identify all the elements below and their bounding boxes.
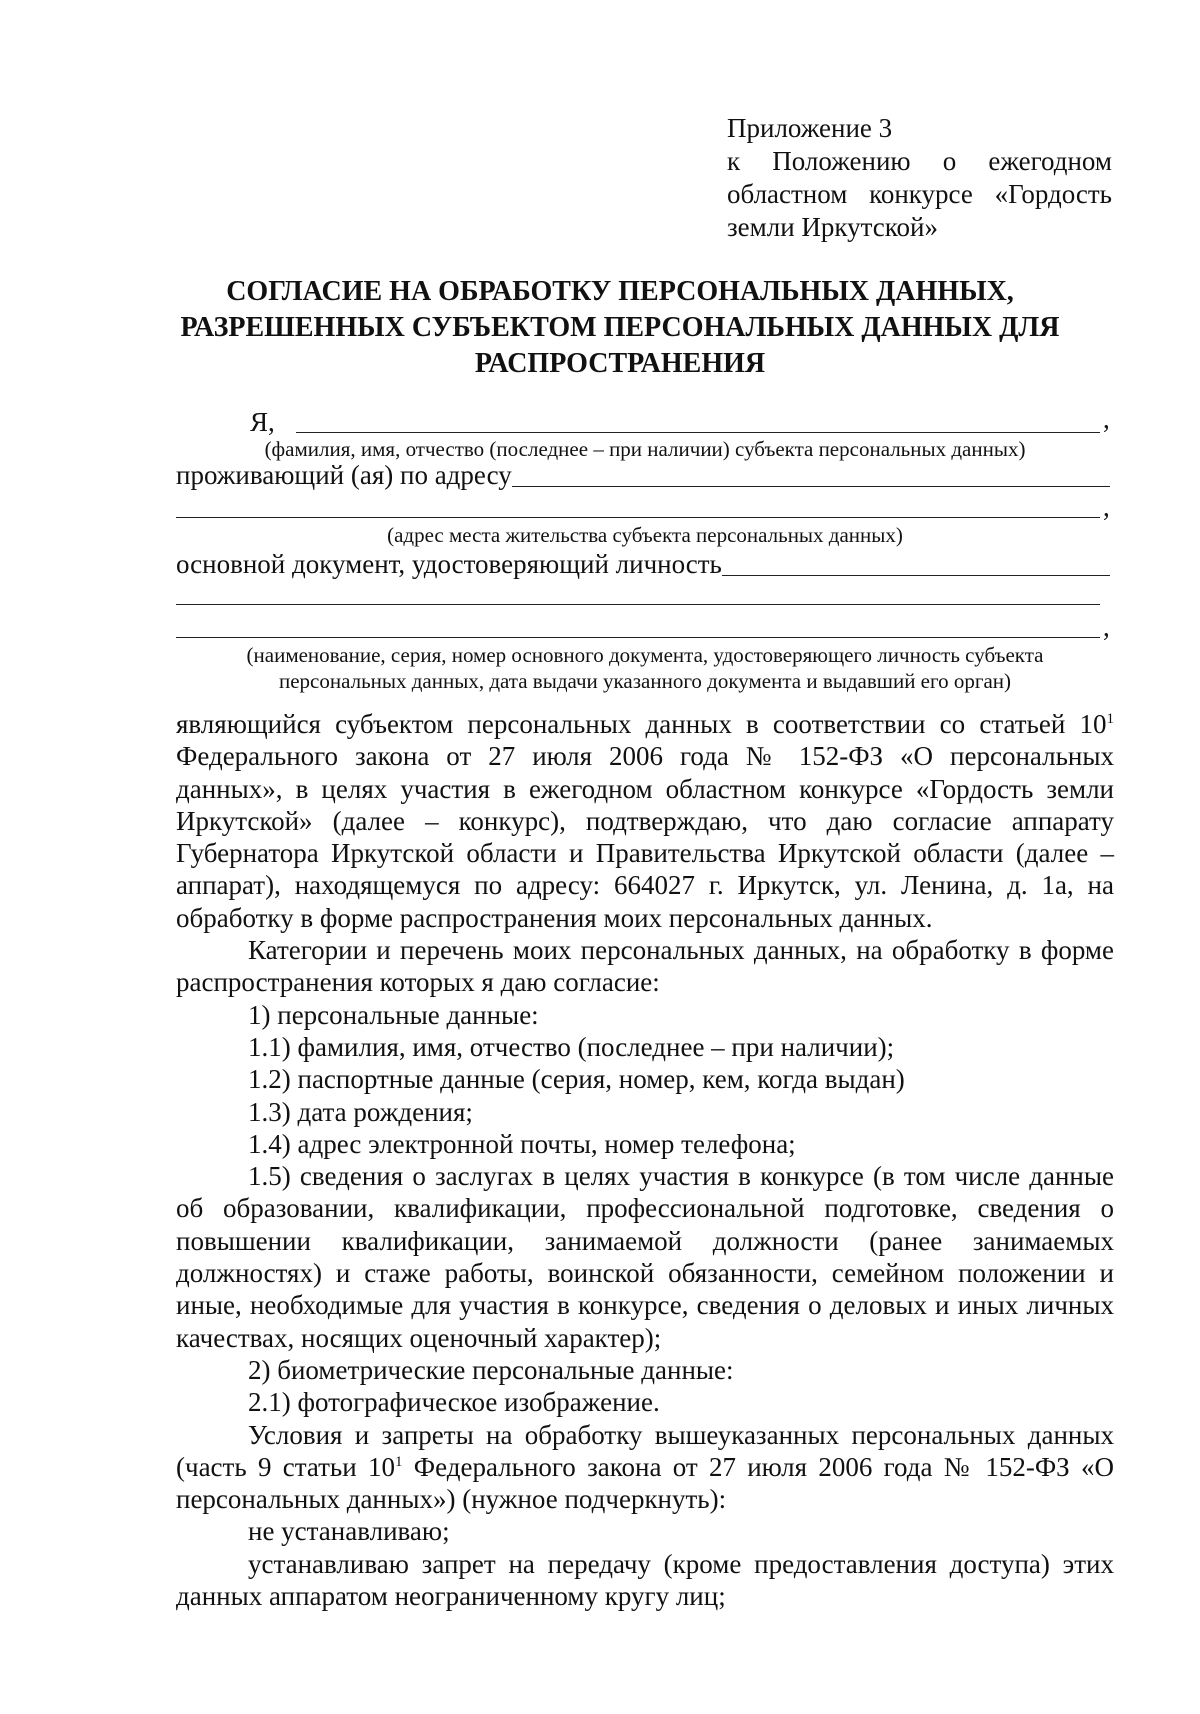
- consent-body: [176, 708, 1114, 1612]
- list-item: 1) персональные данные:: [248, 999, 539, 1030]
- document-title: [160, 274, 1080, 382]
- name-comma: ,: [1103, 404, 1110, 434]
- appendix-line-1: Приложение 3: [727, 113, 893, 143]
- conditions-paragraph: [176, 1419, 1114, 1516]
- list-item: 1.1) фамилия, имя, отчество (последнее – при наличии);: [248, 1031, 895, 1062]
- list-item: 1.2) паспортные данные (серия, номер, кем, когда выдан): [248, 1064, 905, 1095]
- document-field-line-2[interactable]: [176, 604, 1100, 605]
- title-line-3: РАСПРОСТРАНЕНИЯ: [474, 348, 766, 379]
- appendix-line-4: земли Иркутской»: [727, 212, 938, 242]
- intro-paragraph: [176, 708, 1114, 934]
- ya-label: Я,: [250, 407, 275, 437]
- option-no-restrictions[interactable]: не устанавливаю;: [248, 1516, 450, 1547]
- address-caption: (адрес места жительства субъекта персональных данных): [387, 523, 903, 547]
- categories-paragraph: Категории и перечень моих персональных данных, на обработку в форме распространения которых я даю согласие:: [176, 935, 1114, 998]
- document-caption-2: персональных данных, дата выдачи указанного документа и выдавший его орган): [278, 669, 1012, 693]
- document-caption-1: (наименование, серия, номер основного документа, удостоверяющего личность субъекта: [246, 643, 1044, 667]
- document-field-line-1[interactable]: [722, 575, 1110, 576]
- full-name-field-line[interactable]: [296, 432, 1100, 433]
- address-field-line-1[interactable]: [512, 486, 1110, 487]
- appendix-line-3: областном конкурсе «Гордость: [727, 179, 1112, 209]
- document-comma: ,: [1103, 612, 1110, 642]
- address-comma: ,: [1103, 492, 1110, 522]
- conditions-text-1: Условия и запреты на обработку вышеуказанных персональных данных (часть 9 статьи 10: [176, 1419, 1114, 1482]
- intro-text-2: Федерального закона от 27 июля 2006 года № 152-ФЗ «О персональных данных», в целях участия в ежегодном областном конкурсе «Гордость земли Иркутской» (далее – конкурс), подтверждаю, что даю согласие аппарату Губернатора Иркутской области и Правительства Иркутской области (далее – аппарат), находящемуся по адресу: 664027 г. Иркутск, ул. Ленина, д. 1а, на обработку в форме распространения моих персональных данных.: [176, 741, 1114, 933]
- list-item: 1.4) адрес электронной почты, номер телефона;: [248, 1128, 796, 1159]
- appendix-line-2: к Положению о ежегодном: [727, 146, 1112, 176]
- conditions-sup: 1: [394, 1453, 403, 1470]
- list-item: 1.3) дата рождения;: [248, 1096, 473, 1127]
- address-field-line-2[interactable]: [176, 517, 1100, 518]
- title-line-1: СОГЛАСИЕ НА ОБРАБОТКУ ПЕРСОНАЛЬНЫХ ДАННЫХ,: [226, 276, 1014, 307]
- list-item: 2.1) фотографическое изображение.: [248, 1387, 660, 1418]
- address-label: проживающий (ая) по адресу: [176, 460, 512, 490]
- title-line-2: РАЗРЕШЕННЫХ СУБЪЕКТОМ ПЕРСОНАЛЬНЫХ ДАННЫХ ДЛЯ: [180, 312, 1060, 343]
- list-item: 2) биометрические персональные данные:: [248, 1354, 734, 1385]
- full-name-caption: (фамилия, имя, отчество (последнее – при наличии) субъекта персональных данных): [264, 437, 1026, 461]
- option-transfer-ban[interactable]: устанавливаю запрет на передачу (кроме предоставления доступа) этих данных аппаратом неограниченному кругу лиц;: [176, 1548, 1114, 1612]
- conditions-text-2: Федерального закона от 27 июля 2006 года № 152-ФЗ «О персональных данных») (нужное подчеркнуть):: [176, 1451, 1114, 1515]
- appendix-header: [727, 112, 1112, 244]
- document-field-line-3[interactable]: [176, 637, 1100, 638]
- intro-sup: 1: [1106, 711, 1114, 727]
- list-item: 1.5) сведения о заслугах в целях участия в конкурсе (в том числе данные об образовании, квалификации, профессиональной подготовке, сведения о повышении квалификации, занимаемой должности (ранее занимаемых должностях) и стаже работы, воинской обязанности, семейном положении и иные, необходимые для участия в конкурсе, сведения о деловых и иных личных качествах, носящих оценочный характер);: [176, 1161, 1114, 1353]
- intro-text-1: являющийся субъектом персональных данных в соответствии со статьей 10: [176, 709, 1107, 739]
- document-label: основной документ, удостоверяющий личность: [176, 549, 722, 579]
